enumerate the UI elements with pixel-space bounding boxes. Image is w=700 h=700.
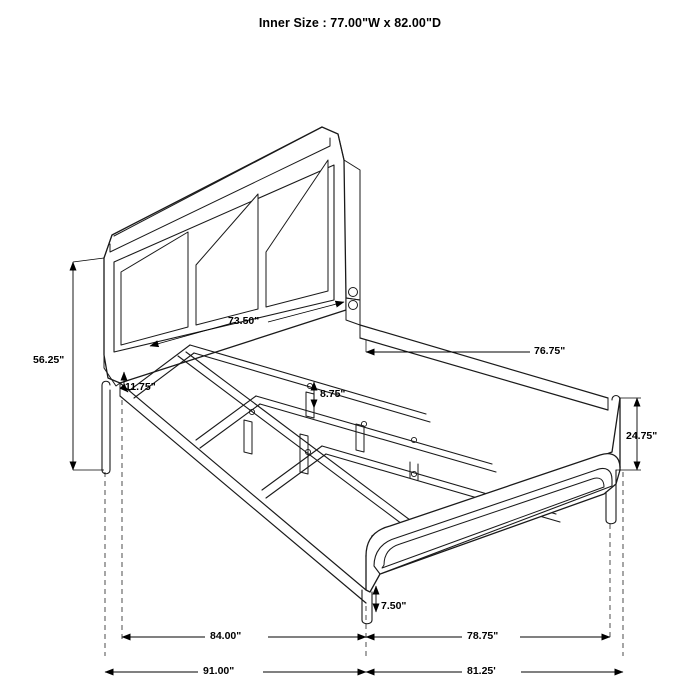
dim-label-rail-height-front: 11.75" (125, 381, 156, 393)
dim-label-slat-height: 8.75" (320, 388, 346, 400)
dim-label-overall-left-span: 84.00" (210, 630, 242, 642)
dim-label-overall-right-span: 78.75" (467, 630, 499, 642)
dim-label-headboard-width: 73.50" (228, 315, 260, 327)
dim-label-total-right-span: 81.25' (467, 665, 496, 677)
bed-illustration (102, 127, 620, 624)
dim-label-footboard-clearance: 7.50" (381, 600, 407, 612)
dim-label-total-left-span: 91.00" (203, 665, 235, 677)
dim-label-footboard-height: 24.75" (626, 430, 658, 442)
dim-label-side-rail-depth: 76.75" (534, 345, 566, 357)
dim-label-headboard-height: 56.25" (33, 354, 65, 366)
page-title: Inner Size : 77.00"W x 82.00"D (258, 16, 442, 30)
